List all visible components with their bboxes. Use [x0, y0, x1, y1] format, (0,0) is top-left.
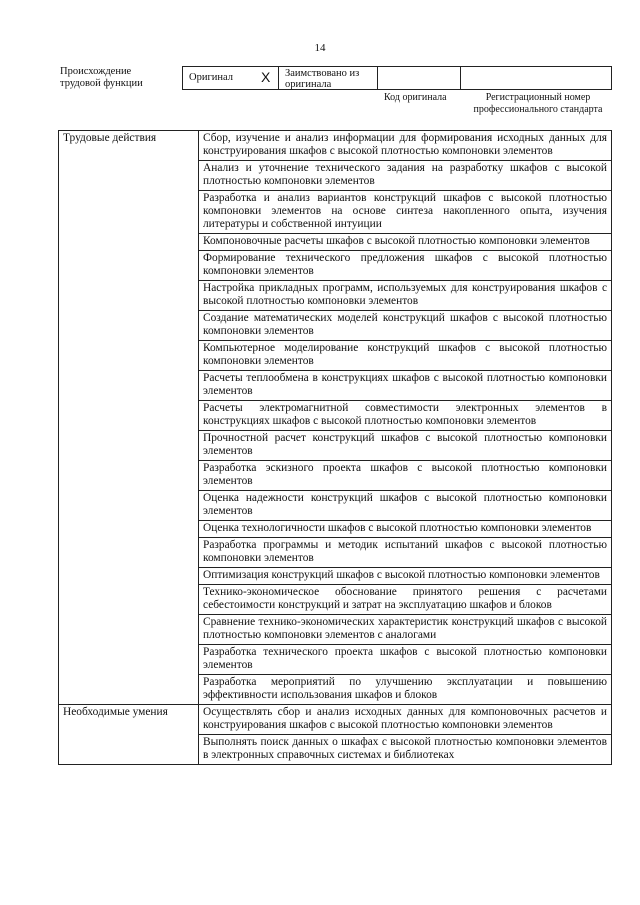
- table-cell: Оптимизация конструкций шкафов с высокой плотностью компоновки элементов: [199, 568, 612, 585]
- table-cell: Создание математических моделей конструкций шкафов с высокой плотностью компоновки элементов: [199, 311, 612, 341]
- reg-number-box: [460, 66, 612, 90]
- origin-box-divider: [278, 67, 279, 89]
- table-row: [59, 705, 612, 735]
- table-row: [59, 131, 612, 161]
- origin-label-line1: Происхождение: [60, 66, 132, 77]
- table-cell: Настройка прикладных программ, используемых для конструирования шкафов с высокой плотностью компоновки элементов: [199, 281, 612, 311]
- table-cell: Выполнять поиск данных о шкафах с высокой плотностью компоновки элементов в электронных справочных системах и библиотеках: [199, 735, 612, 765]
- table-cell: Разработка мероприятий по улучшению эксплуатации и повышению эффективности использования шкафов и блоков: [199, 675, 612, 705]
- table-cell: Технико-экономическое обоснование принятого решения с расчетами себестоимости конструкций и затрат на эксплуатацию шкафов и блоков: [199, 585, 612, 615]
- table-cell: Компьютерное моделирование конструкций шкафов с высокой плотностью компоновки элементов: [199, 341, 612, 371]
- table-cell: Формирование технического предложения шкафов с высокой плотностью компоновки элементов: [199, 251, 612, 281]
- function-table-body: [59, 131, 612, 765]
- function-table: [58, 130, 612, 765]
- reg-label: [468, 92, 608, 116]
- table-cell: Разработка технического проекта шкафов с высокой плотностью компоновки элементов: [199, 645, 612, 675]
- table-cell: Компоновочные расчеты шкафов с высокой плотностью компоновки элементов: [199, 234, 612, 251]
- table-cell: Разработка и анализ вариантов конструкций шкафов с высокой плотностью компоновки элементов на основе синтеза накопленного опыта, изучения литературы и собственной интуиции: [199, 191, 612, 234]
- code-box: [377, 66, 461, 90]
- borrowed-line2: оригинала: [285, 79, 332, 90]
- table-cell: Анализ и уточнение технического задания на разработку шкафов с высокой плотностью компоновки элементов: [199, 161, 612, 191]
- origin-label: [60, 66, 143, 90]
- table-cell: Оценка надежности конструкций шкафов с высокой плотностью компоновки элементов: [199, 491, 612, 521]
- table-cell: Сравнение технико-экономических характеристик конструкций шкафов с высокой плотностью компоновки элементов с аналогами: [199, 615, 612, 645]
- origin-label-line2: трудовой функции: [60, 78, 143, 89]
- table-cell: Осуществлять сбор и анализ исходных данных для компоновочных расчетов и конструирования шкафов с высокой плотностью компоновки элементов: [199, 705, 612, 735]
- table-cell: Расчеты теплообмена в конструкциях шкафов с высокой плотностью компоновки элементов: [199, 371, 612, 401]
- table-cell: Расчеты электромагнитной совместимости электронных элементов в конструкциях шкафов с высокой плотностью компоновки элементов: [199, 401, 612, 431]
- table-cell: Прочностной расчет конструкций шкафов с высокой плотностью компоновки элементов: [199, 431, 612, 461]
- table-cell: Оценка технологичности шкафов с высокой плотностью компоновки элементов: [199, 521, 612, 538]
- section-title: Трудовые действия: [59, 131, 199, 705]
- reg-label-line2: профессионального стандарта: [473, 104, 603, 115]
- origin-box: [182, 66, 378, 90]
- page-number: 14: [314, 42, 326, 54]
- borrowed-line1: Заимствовано из: [285, 68, 360, 79]
- section-title: Необходимые умения: [59, 705, 199, 765]
- table-cell: Разработка эскизного проекта шкафов с высокой плотностью компоновки элементов: [199, 461, 612, 491]
- table-cell: Сбор, изучение и анализ информации для формирования исходных данных для конструирования шкафов с высокой плотностью компоновки элементов: [199, 131, 612, 161]
- original-label: Оригинал: [189, 72, 233, 83]
- borrowed-label: [285, 68, 359, 90]
- reg-label-line1: Регистрационный номер: [485, 92, 591, 103]
- code-label: Код оригинала: [384, 92, 447, 103]
- original-mark: X: [261, 69, 271, 85]
- table-cell: Разработка программы и методик испытаний шкафов с высокой плотностью компоновки элементов: [199, 538, 612, 568]
